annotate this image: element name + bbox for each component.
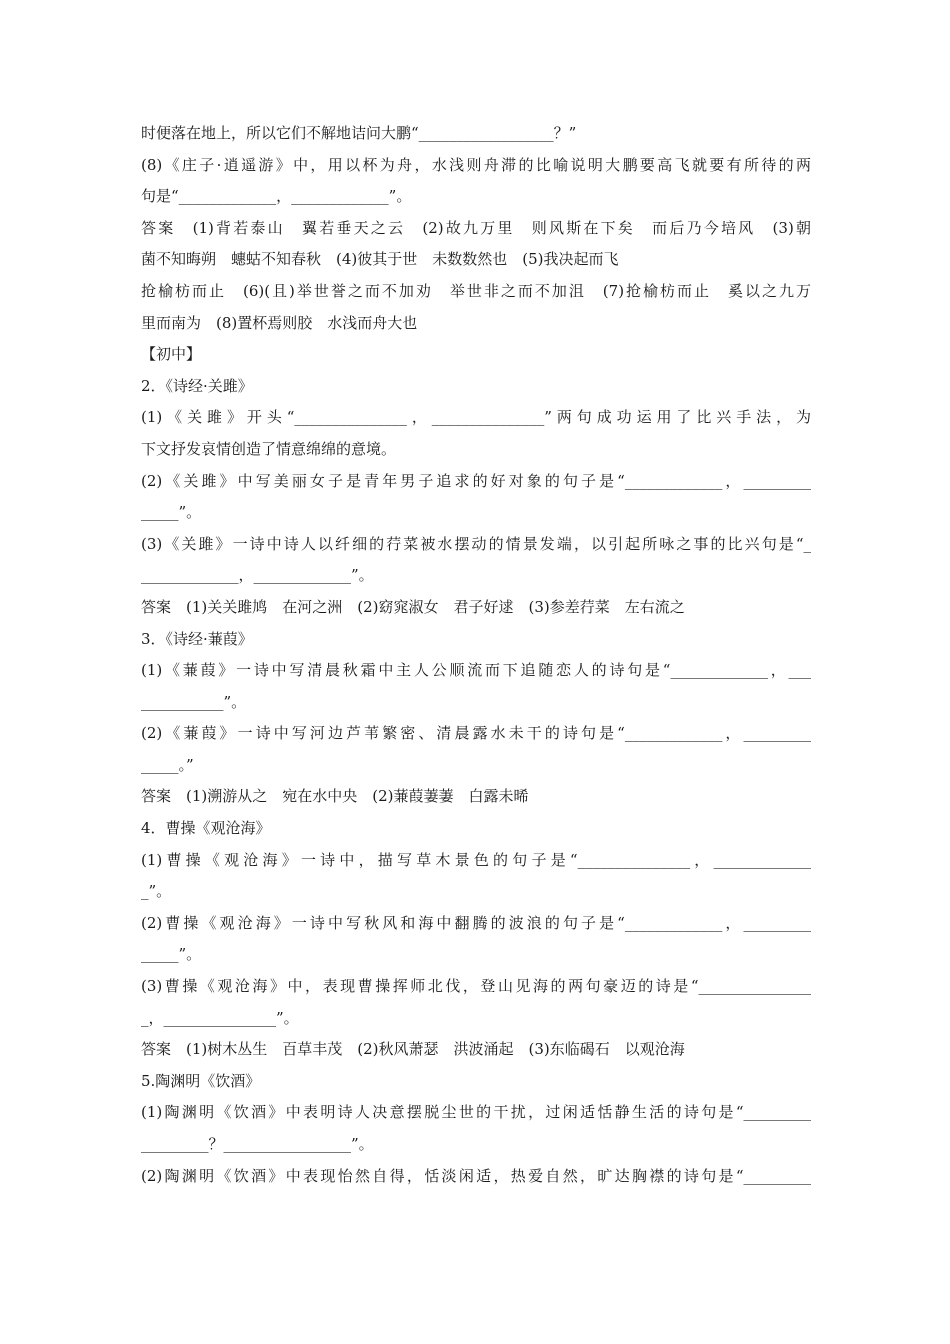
question-line: (1)《关雎》开头“_______________，_______________”两句成功运用了比兴手法，为 bbox=[141, 408, 811, 427]
answer-line: 答案 (1)树木丛生 百草丰茂 (2)秋风萧瑟 洪波涌起 (3)东临碣石 以观沧海 bbox=[141, 1040, 685, 1059]
question-line: (2)《关雎》中写美丽女子是青年男子追求的好对象的句子是“_____________，_________ bbox=[141, 471, 811, 490]
answer-line: 答案 (1)关关雎鸠 在河之洲 (2)窈窕淑女 君子好逑 (3)参差荇菜 左右流之 bbox=[141, 597, 685, 616]
text-line: _________？_________________”。 bbox=[141, 1135, 374, 1153]
answer-line: 答案 (1)溯游从之 宛在水中央 (2)蒹葭萋萋 白露未晞 bbox=[141, 787, 529, 806]
text-line: _____”。 bbox=[141, 503, 202, 522]
item-heading: 5.陶渊明《饮酒》 bbox=[141, 1071, 261, 1090]
text-line: _____________，_____________”。 bbox=[141, 566, 374, 585]
item-heading: 2．《诗经·关雎》 bbox=[141, 376, 253, 395]
document-body bbox=[141, 118, 811, 1192]
item-heading: 4．曹操《观沧海》 bbox=[141, 819, 271, 838]
question-8: (8)《庄子·逍遥游》中，用以杯为舟，水浅则舟滞的比喻说明大鹏要高飞就要有所待的两 bbox=[141, 155, 811, 174]
text-line: _，_______________”。 bbox=[141, 1008, 299, 1027]
text-line: 时便落在地上，所以它们不解地诘问大鹏“__________________？” bbox=[141, 124, 577, 142]
question-line: (1)曹操《观沧海》一诗中，描写草木景色的句子是“_______________，_____________ bbox=[141, 850, 811, 869]
answer-line: 里而南为 (8)置杯焉则胶 水浅而舟大也 bbox=[141, 313, 418, 332]
item-heading: 3．《诗经·蒹葭》 bbox=[141, 629, 253, 648]
question-line: (3)曹操《观沧海》中，表现曹操挥师北伐，登山见海的两句豪迈的诗是“_______________ bbox=[141, 977, 811, 996]
answer-line: 抢榆枋而止 (6)(且)举世誉之而不加劝 举世非之而不加沮 (7)抢榆枋而止 奚以之九万 bbox=[141, 281, 811, 300]
question-line: (3)《关雎》一诗中诗人以纤细的荇菜被水摆动的情景发端，以引起所咏之事的比兴句是“_ bbox=[141, 534, 811, 553]
text-line: _____”。 bbox=[141, 945, 202, 964]
answer-line: 答案 (1)背若泰山 翼若垂天之云 (2)故九万里 则风斯在下矣 而后乃今培风 (3)朝 bbox=[141, 218, 811, 237]
question-line: (2)曹操《观沧海》一诗中写秋风和海中翻腾的波浪的句子是“_____________，_________ bbox=[141, 913, 811, 932]
question-line: (2)《蒹葭》一诗中写河边芦苇繁密、清晨露水未干的诗句是“_____________，_________ bbox=[141, 724, 811, 743]
text-line: 句是“_____________，_____________”。 bbox=[141, 187, 412, 206]
section-heading: 【初中】 bbox=[141, 345, 202, 364]
answer-line: 菌不知晦朔 蟪蛄不知春秋 (4)彼其于世 未数数然也 (5)我决起而飞 bbox=[141, 250, 619, 269]
text-line: _____。” bbox=[141, 755, 194, 774]
question-line: (2)陶渊明《饮酒》中表现怡然自得，恬淡闲适，热爱自然，旷达胸襟的诗句是“_________ bbox=[141, 1166, 811, 1185]
question-line: (1)陶渊明《饮酒》中表明诗人决意摆脱尘世的干扰，过闲适恬静生活的诗句是“_________ bbox=[141, 1103, 811, 1122]
question-line: (1)《蒹葭》一诗中写清晨秋霜中主人公顺流而下追随恋人的诗句是“_____________，___ bbox=[141, 661, 811, 680]
text-line: 下文抒发哀情创造了情意绵绵的意境。 bbox=[141, 439, 397, 458]
text-line: ___________”。 bbox=[141, 692, 247, 711]
text-line: _”。 bbox=[141, 882, 172, 901]
